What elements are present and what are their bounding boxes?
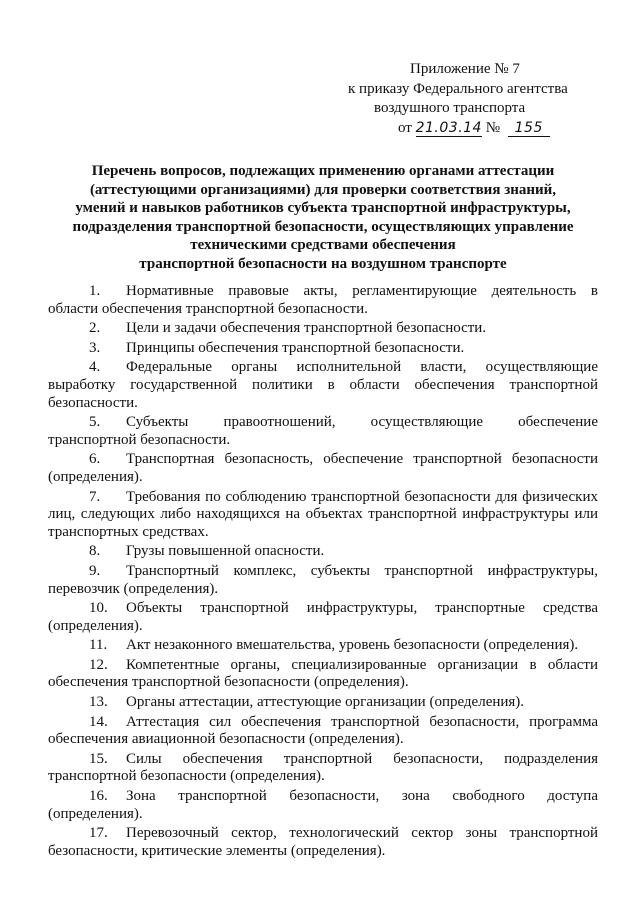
list-item-text: Грузы повышенной опасности. (126, 543, 325, 560)
list-item-first-line (48, 694, 598, 712)
list-item-text: (определения). (48, 805, 143, 822)
list-item-first-line (48, 543, 598, 561)
list-item-text: Перевозочный сектор, технологический сектор зоны транспортной (126, 825, 598, 842)
list-item-text: Аттестация сил обеспечения транспортной безопасности, программа (126, 713, 598, 730)
list-item-text: (определения). (48, 617, 143, 634)
list-item-text: безопасности. (48, 394, 138, 411)
list-item (48, 600, 598, 637)
list-item (48, 751, 598, 788)
list-item-number: 10. (89, 600, 108, 617)
list-item-text: Требования по соблюдению транспортной безопасности для физических (126, 488, 598, 505)
list-item-text: Объекты транспортной инфраструктуры, транспортные средства (126, 600, 598, 617)
list-item-first-line (48, 657, 598, 675)
list-item-number: 17. (89, 825, 108, 842)
list-item-text: Органы аттестации, аттестующие организации (определения). (126, 694, 525, 711)
annex-date-number-line (330, 119, 600, 139)
list-item (48, 414, 598, 451)
annex-ot-label: от (398, 119, 412, 136)
list-item-number: 3. (89, 339, 101, 356)
title-line: техническими средствами обеспечения (190, 237, 456, 253)
list-item-number: 8. (89, 543, 101, 560)
list-item (48, 563, 598, 600)
annex-title: Приложение № 7 (410, 61, 520, 77)
title-line: (аттестующими организациями) для проверки соответствия знаний, (89, 181, 557, 198)
list-item-number: 15. (89, 750, 108, 767)
list-item-first-line (48, 637, 598, 655)
list-item-text: обеспечения авиационной безопасности (определения). (48, 731, 404, 748)
list-item-text: транспортной безопасности. (48, 431, 231, 448)
annex-agency-line: воздушного транспорта (374, 100, 526, 116)
list-item-first-line (48, 359, 598, 377)
list-item-number: 12. (89, 656, 108, 673)
list-item-text: Акт незаконного вмешательства, уровень безопасности (определения). (126, 637, 579, 654)
list-item-continuation-line (48, 731, 598, 749)
list-item-number: 7. (89, 488, 101, 505)
list-item-number: 16. (89, 788, 108, 805)
list-item (48, 489, 598, 544)
list-item (48, 340, 598, 360)
list-item (48, 359, 598, 414)
list-item-number: 13. (89, 694, 108, 711)
list-item-text: Силы обеспечения транспортной безопасности, подразделения (126, 750, 598, 767)
list-item-text: выработку государственной политики в области обеспечения транспортной (48, 376, 598, 393)
handwritten-number: 155 (508, 121, 550, 137)
list-item-first-line (48, 751, 598, 769)
question-list (48, 283, 598, 862)
list-item (48, 320, 598, 340)
title-line: Перечень вопросов, подлежащих применению органами аттестации (91, 163, 555, 179)
list-item-text: Зона транспортной безопасности, зона свободного доступа (126, 788, 598, 805)
list-item-text: транспортной безопасности (определения). (48, 768, 325, 785)
list-item-continuation-line (48, 524, 598, 542)
title-line: подразделения транспортной безопасности, осуществляющих управление (72, 218, 574, 235)
list-item-text: (определения). (48, 468, 143, 485)
list-item-text: безопасности, критические элементы (определения). (48, 842, 386, 859)
list-item-continuation-line (48, 581, 598, 599)
list-item-continuation-line (48, 506, 598, 524)
list-item-text: обеспечения транспортной безопасности (определения). (48, 674, 409, 691)
list-item-text: области обеспечения транспортной безопасности. (48, 300, 368, 317)
list-item (48, 283, 598, 320)
list-item-text: Субъекты правоотношений, осуществляющие обеспечение (126, 414, 598, 431)
list-item-text: Транспортный комплекс, субъекты транспортной инфраструктуры, (126, 562, 598, 579)
handwritten-date: 21.03.14 (415, 119, 482, 136)
annex-order-line: к приказу Федерального агентства (348, 80, 568, 97)
list-item (48, 637, 598, 657)
list-item-number: 5. (89, 414, 101, 431)
list-item-number: 2. (89, 320, 101, 337)
list-item-first-line (48, 825, 598, 843)
list-item-text: Цели и задачи обеспечения транспортной безопасности. (126, 320, 487, 337)
list-item-text: Нормативные правовые акты, регламентирующие деятельность в (126, 283, 598, 299)
list-item-text: Федеральные органы исполнительной власти, осуществляющие (126, 359, 598, 376)
list-item-continuation-line (48, 301, 598, 319)
list-item (48, 451, 598, 488)
list-item (48, 694, 598, 714)
list-item (48, 825, 598, 862)
list-item-first-line (48, 414, 598, 432)
list-item (48, 657, 598, 694)
list-item-continuation-line (48, 432, 598, 450)
title-line: транспортной безопасности на воздушном транспорте (139, 255, 507, 272)
list-item-continuation-line (48, 843, 598, 861)
list-item-number: 1. (89, 283, 101, 299)
list-item-continuation-line (48, 469, 598, 487)
annex-header (330, 60, 600, 138)
list-item-first-line (48, 489, 598, 507)
list-item-continuation-line (48, 674, 598, 692)
list-item-number: 14. (89, 713, 108, 730)
title-line: умений и навыков работников субъекта транспортной инфраструктуры, (75, 200, 571, 216)
list-item (48, 714, 598, 751)
list-item-number: 11. (89, 637, 108, 654)
list-item-text: перевозчик (определения). (48, 580, 219, 597)
list-item-continuation-line (48, 377, 598, 395)
list-item-number: 6. (89, 451, 101, 468)
list-item-text: лиц, следующих либо находящихся на объектах транспортной инфраструктуры или (48, 506, 598, 523)
list-item-first-line (48, 283, 598, 301)
list-item-first-line (48, 451, 598, 469)
list-item-continuation-line (48, 806, 598, 824)
list-item-first-line (48, 563, 598, 581)
list-item-continuation-line (48, 618, 598, 636)
list-item-first-line (48, 714, 598, 732)
list-item-first-line (48, 320, 598, 338)
list-item-text: транспортных средствах. (48, 523, 209, 540)
list-item-first-line (48, 600, 598, 618)
list-item-continuation-line (48, 395, 598, 413)
list-item-number: 4. (89, 359, 101, 376)
list-item-text: Принципы обеспечения транспортной безопасности. (126, 339, 465, 356)
list-item-first-line (48, 340, 598, 358)
document-title (40, 162, 606, 273)
list-item (48, 788, 598, 825)
list-item-text: Компетентные органы, специализированные организации в области (126, 656, 598, 673)
list-item-number: 9. (89, 562, 101, 579)
list-item (48, 543, 598, 563)
list-item-first-line (48, 788, 598, 806)
list-item-continuation-line (48, 768, 598, 786)
annex-number-label: № (485, 119, 501, 136)
list-item-text: Транспортная безопасность, обеспечение транспортной безопасности (126, 451, 598, 468)
